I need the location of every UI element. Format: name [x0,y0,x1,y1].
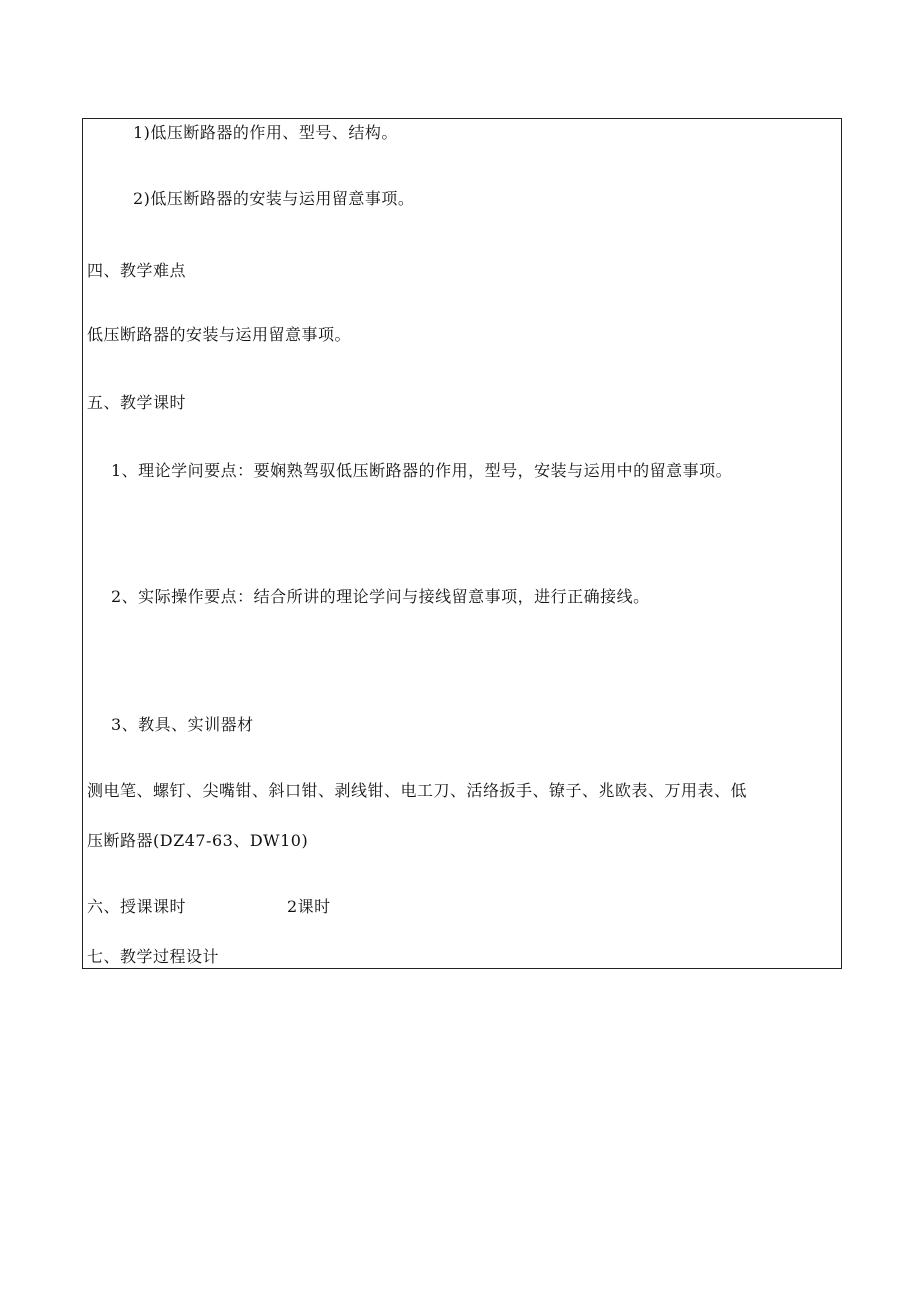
objective-item-2: 2)低压断路器的安装与运用留意事项。 [133,189,415,208]
section-4-heading: 四、教学难点 [87,261,187,280]
section-4-text: 低压断路器的安装与运用留意事项。 [87,325,352,344]
section-5-heading: 五、教学课时 [87,393,187,412]
content-frame [82,118,842,969]
practice-point: 2、实际操作要点：结合所讲的理论学问与接线留意事项，进行正确接线。 [111,587,650,606]
section-6-label: 六、授课课时 [87,897,187,916]
equipment-list-line-2: 压断路器(DZ47-63、DW10) [87,831,309,850]
theory-point: 1、理论学问要点：要娴熟驾驭低压断路器的作用，型号，安装与运用中的留意事项。 [111,461,733,480]
equipment-heading: 3、教具、实训器材 [111,715,254,734]
section-7-heading: 七、教学过程设计 [87,947,220,966]
objective-item-1: 1)低压断路器的作用、型号、结构。 [133,123,398,142]
equipment-list-line-1: 测电笔、螺钉、尖嘴钳、斜口钳、剥线钳、电工刀、活络扳手、镣子、兆欧表、万用表、低 [87,781,748,800]
section-6-row [87,897,387,917]
section-6-value: 2课时 [287,897,331,916]
